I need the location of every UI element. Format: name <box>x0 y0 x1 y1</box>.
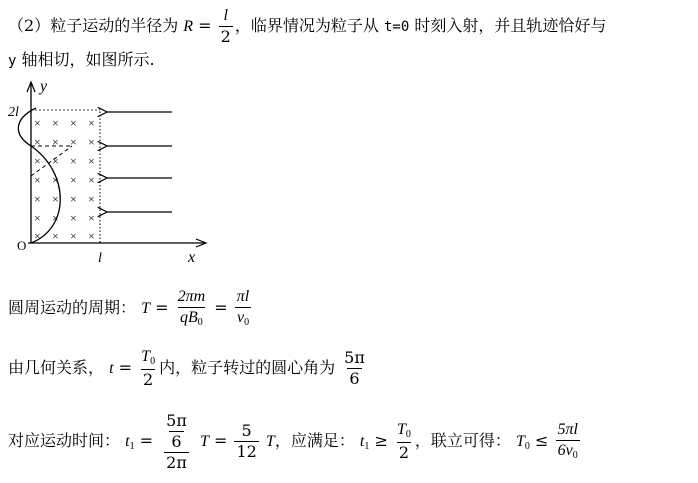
x-tick-l: l <box>98 251 102 266</box>
fraction-numerator: 5π <box>344 348 365 367</box>
time-line <box>8 405 582 477</box>
fraction-denominator: 2 <box>398 443 410 462</box>
t1-symbol <box>360 433 369 450</box>
radius-symbol: R <box>183 18 194 35</box>
time-label: 对应运动时间： <box>8 431 121 450</box>
y-axis-name: y <box>8 53 17 69</box>
num-subscript: 0 <box>405 429 411 440</box>
half-period-fraction <box>139 349 157 388</box>
equals-sign: = <box>214 298 228 317</box>
field-mark: × <box>52 211 59 225</box>
period-symbol: T <box>141 300 151 317</box>
inner-fraction <box>164 410 189 451</box>
t1-symbol <box>125 433 134 450</box>
fraction-numerator: πl <box>236 288 250 305</box>
equals-sign: = <box>139 431 154 450</box>
field-mark: × <box>70 211 77 225</box>
field-mark: × <box>34 192 41 206</box>
x-axis-label: x <box>188 249 196 266</box>
den-subscript: 0 <box>572 450 578 461</box>
tangent-text: 轴相切，如图所示. <box>21 50 155 69</box>
text-line-2 <box>8 48 155 73</box>
period-fraction-1 <box>176 289 208 328</box>
fraction-denominator <box>556 440 580 461</box>
period-symbol: T <box>199 433 209 450</box>
fraction-numerator <box>395 422 413 442</box>
field-mark: × <box>88 135 95 149</box>
den-subscript: 0 <box>244 317 250 328</box>
field-mark: × <box>34 154 41 168</box>
y-tick-2l: 2l <box>8 105 19 120</box>
central-angle-text: 内，粒子转过的圆心角为 <box>159 358 336 377</box>
radius-intro: 粒子运动的半径为 <box>50 16 179 35</box>
critical-case-text-2: 时刻入射，并且轨迹恰好与 <box>414 16 607 35</box>
result-fraction <box>555 422 579 461</box>
num-t: T <box>396 421 406 438</box>
num-t: T <box>141 348 151 365</box>
den-v: v <box>236 309 245 326</box>
geometry-line <box>8 343 369 393</box>
num-subscript: 0 <box>150 356 156 367</box>
field-mark: × <box>34 173 41 187</box>
trajectory-figure <box>0 78 220 268</box>
t0-symbol <box>516 433 530 450</box>
fraction-denominator <box>178 307 205 328</box>
t1-letter: t <box>125 433 130 450</box>
t1-subscript: 1 <box>364 441 370 452</box>
field-mark: × <box>52 154 59 168</box>
field-mark: × <box>34 229 41 243</box>
equals-sign: = <box>198 16 212 35</box>
critical-case-text: ，临界情况为粒子从 <box>234 16 379 35</box>
t1-subscript: 1 <box>129 441 135 452</box>
fraction-numerator: 5πl <box>557 421 578 438</box>
t1-letter: t <box>359 433 365 450</box>
den-subscript: 0 <box>197 317 203 328</box>
field-mark: × <box>52 229 59 243</box>
field-mark: × <box>70 173 77 187</box>
field-mark: × <box>70 135 77 149</box>
field-mark: × <box>52 173 59 187</box>
fraction-numerator <box>139 349 157 369</box>
field-mark: × <box>34 211 41 225</box>
fraction-numerator: 2πm <box>177 288 206 305</box>
equals-sign: = <box>155 298 169 317</box>
radius-fraction <box>219 8 233 45</box>
result-text: ，联立可得： <box>414 431 511 450</box>
den-q-b: qB <box>180 309 198 326</box>
compound-fraction <box>160 410 193 472</box>
fraction-denominator: 12 <box>236 442 257 461</box>
field-mark: × <box>70 192 77 206</box>
y-axis-label: y <box>40 78 48 95</box>
fraction-denominator <box>235 307 251 328</box>
inner-denominator: 6 <box>171 431 182 451</box>
field-mark: × <box>34 135 41 149</box>
equals-sign: = <box>118 358 133 377</box>
magnetic-field-marks <box>34 116 95 243</box>
part-number: （2） <box>8 16 51 35</box>
period-symbol: T <box>265 433 275 450</box>
le-sign: ≤ <box>534 431 549 450</box>
equals-sign: = <box>213 431 228 450</box>
period-fraction-2 <box>235 289 251 328</box>
field-mark: × <box>88 229 95 243</box>
time-symbol: t <box>109 360 114 377</box>
field-mark: × <box>88 154 95 168</box>
geometry-intro: 由几何关系， <box>8 358 105 377</box>
text-line-1 <box>8 6 606 46</box>
five-twelfths-fraction <box>234 423 258 460</box>
fraction-denominator: 2 <box>143 370 154 389</box>
field-mark: × <box>88 192 95 206</box>
half-period-fraction <box>395 422 413 461</box>
time-zero: t=0 <box>383 19 410 35</box>
period-label: 圆周运动的周期： <box>8 298 137 317</box>
fraction-denominator: 2 <box>220 27 231 46</box>
fraction-numerator: l <box>223 7 228 24</box>
field-mark: × <box>52 116 59 130</box>
fraction-numerator: 5 <box>241 421 252 440</box>
field-arrows <box>106 112 172 212</box>
field-mark: × <box>88 173 95 187</box>
den-6v: 6v <box>557 442 573 459</box>
field-mark: × <box>70 229 77 243</box>
field-mark: × <box>70 154 77 168</box>
fraction-numerator <box>160 410 193 452</box>
ge-sign: ≥ <box>374 431 388 450</box>
field-mark: × <box>52 135 59 149</box>
angle-fraction <box>342 350 367 387</box>
origin-label: O <box>17 238 27 253</box>
inner-numerator: 5π <box>166 410 187 430</box>
fraction-denominator: 6 <box>349 369 360 388</box>
t0-subscript: 0 <box>524 441 530 452</box>
field-mark: × <box>88 116 95 130</box>
period-line <box>8 283 253 333</box>
field-mark: × <box>88 211 95 225</box>
field-mark: × <box>52 192 59 206</box>
field-mark: × <box>34 116 41 130</box>
condition-text: ，应满足： <box>274 431 355 450</box>
fraction-denominator: 2π <box>166 452 187 472</box>
t0-letter: T <box>515 433 525 450</box>
field-mark: × <box>70 116 77 130</box>
